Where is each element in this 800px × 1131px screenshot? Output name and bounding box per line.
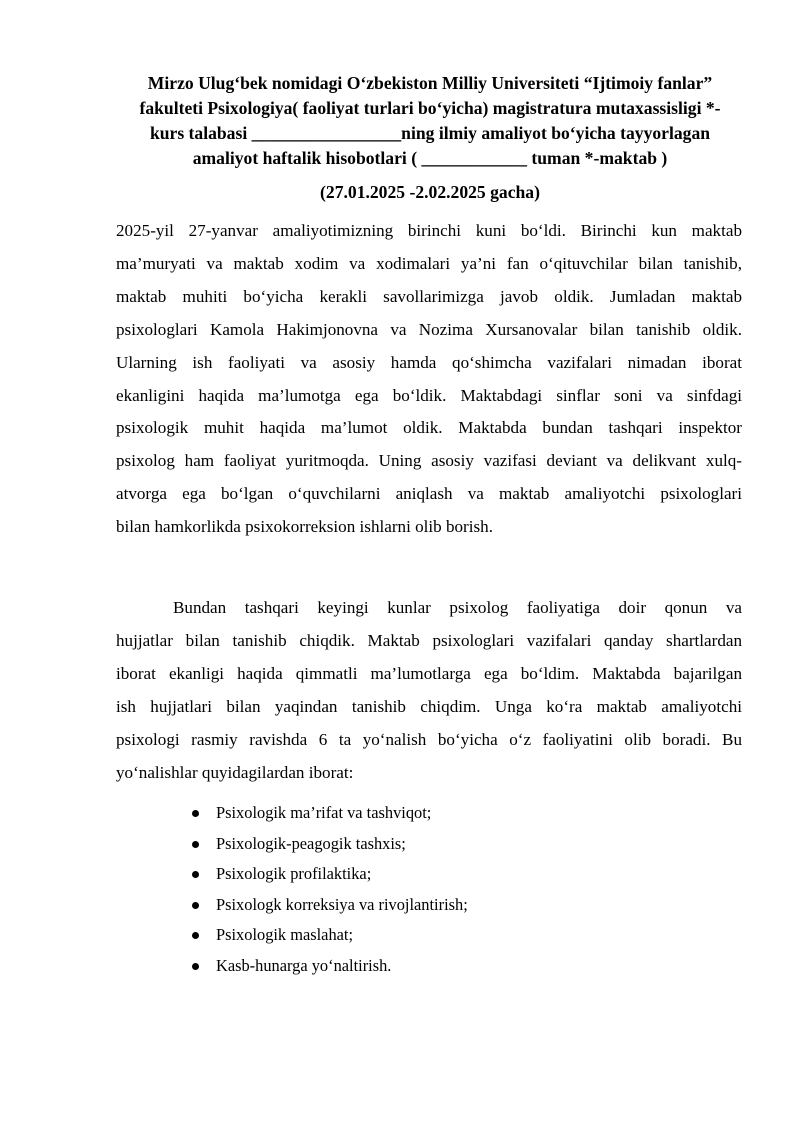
list-item-text: Psixologik maslahat; — [216, 925, 354, 945]
text-line: Ularning ish faoliyati va asosiy hamda qo‘shimcha vazifalari nimadan iborat — [116, 352, 742, 372]
title-line: amaliyot haftalik hisobotlari ( ____________ tuman *-maktab ) — [192, 148, 668, 168]
document-title — [100, 71, 760, 171]
bullet-icon — [192, 810, 199, 817]
bullet-icon — [192, 932, 199, 939]
text-line: ekanligini haqida ma’lumotga ega bo‘ldik. Maktabdagi sinflar soni va sinfdagi — [116, 385, 742, 405]
text-line: maktab muhiti bo‘yicha kerakli savollarimizga javob oldik. Jumladan maktab — [116, 286, 742, 306]
paragraph-following-days — [116, 592, 742, 789]
list-item — [190, 798, 468, 829]
date-range: (27.01.2025 -2.02.2025 gacha) — [320, 182, 540, 202]
bullet-icon — [192, 871, 199, 878]
text-line: ish hujjatlari bilan yaqindan tanishib chiqdim. Unga ko‘ra maktab amaliyotchi — [116, 696, 742, 716]
bullet-icon — [192, 902, 199, 909]
text-line: bilan hamkorlikda psixokorreksion ishlarni olib borish. — [116, 517, 493, 537]
title-line: kurs talabasi _________________ning ilmiy amaliyot bo‘yicha tayyorlagan — [149, 123, 711, 143]
title-line: fakulteti Psixologiya( faoliyat turlari bo‘yicha) magistratura mutaxassisligi *- — [139, 98, 721, 118]
text-line: psixologik muhit haqida ma’lumot oldik. Maktabda bundan tashqari inspektor — [116, 418, 742, 438]
list-item-text: Psixologik ma’rifat va tashviqot; — [216, 803, 432, 822]
list-item-text: Psixologik-peagogik tashxis; — [216, 833, 406, 853]
list-item — [190, 829, 468, 860]
list-item — [190, 951, 468, 982]
title-line: Mirzo Ulug‘bek nomidagi O‘zbekiston Milliy Universiteti “Ijtimoiy fanlar” — [147, 73, 713, 93]
text-line: hujjatlar bilan tanishib chiqdik. Maktab psixologlari vazifalari qanday shartlardan — [116, 630, 742, 650]
text-line: yo‘nalishlar quyidagilardan iborat: — [116, 762, 354, 782]
bullet-icon — [192, 963, 199, 970]
text-line: 2025-yil 27-yanvar amaliyotimizning birinchi kuni bo‘ldi. Birinchi kun maktab — [116, 221, 742, 240]
directions-list — [190, 798, 468, 982]
text-line: ma’muryati va maktab xodim va xodimalari ya’ni fan o‘qituvchilar bilan tanishib, — [116, 253, 742, 273]
list-item-text: Psixologik profilaktika; — [216, 864, 372, 884]
list-item — [190, 859, 468, 890]
list-item — [190, 890, 468, 921]
list-item-text: Kasb-hunarga yo‘naltirish. — [216, 955, 392, 975]
text-line: psixologi rasmiy ravishda 6 ta yo‘nalish bo‘yicha o‘z faoliyatini olib boradi. Bu — [116, 729, 742, 749]
paragraph-first-day — [116, 215, 742, 544]
bullet-icon — [192, 841, 199, 848]
text-line: psixologlari Kamola Hakimjonovna va Nozima Xursanovalar bilan tanishib oldik. — [116, 319, 742, 339]
text-line: atvorga ega bo‘lgan o‘quvchilarni aniqlash va maktab amaliyotchi psixologlari — [116, 484, 742, 504]
list-item-text: Psixologk korreksiya va rivojlantirish; — [216, 894, 468, 914]
text-line: Bundan tashqari keyingi kunlar psixolog faoliyatiga doir qonun va — [173, 598, 742, 617]
text-line: iborat ekanligi haqida qimmatli ma’lumotlarga ega bo‘ldim. Maktabda bajarilgan — [116, 663, 742, 683]
list-item — [190, 920, 468, 951]
text-line: psixolog ham faoliyat yuritmoqda. Uning asosiy vazifasi deviant va delikvant xulq- — [116, 451, 742, 471]
